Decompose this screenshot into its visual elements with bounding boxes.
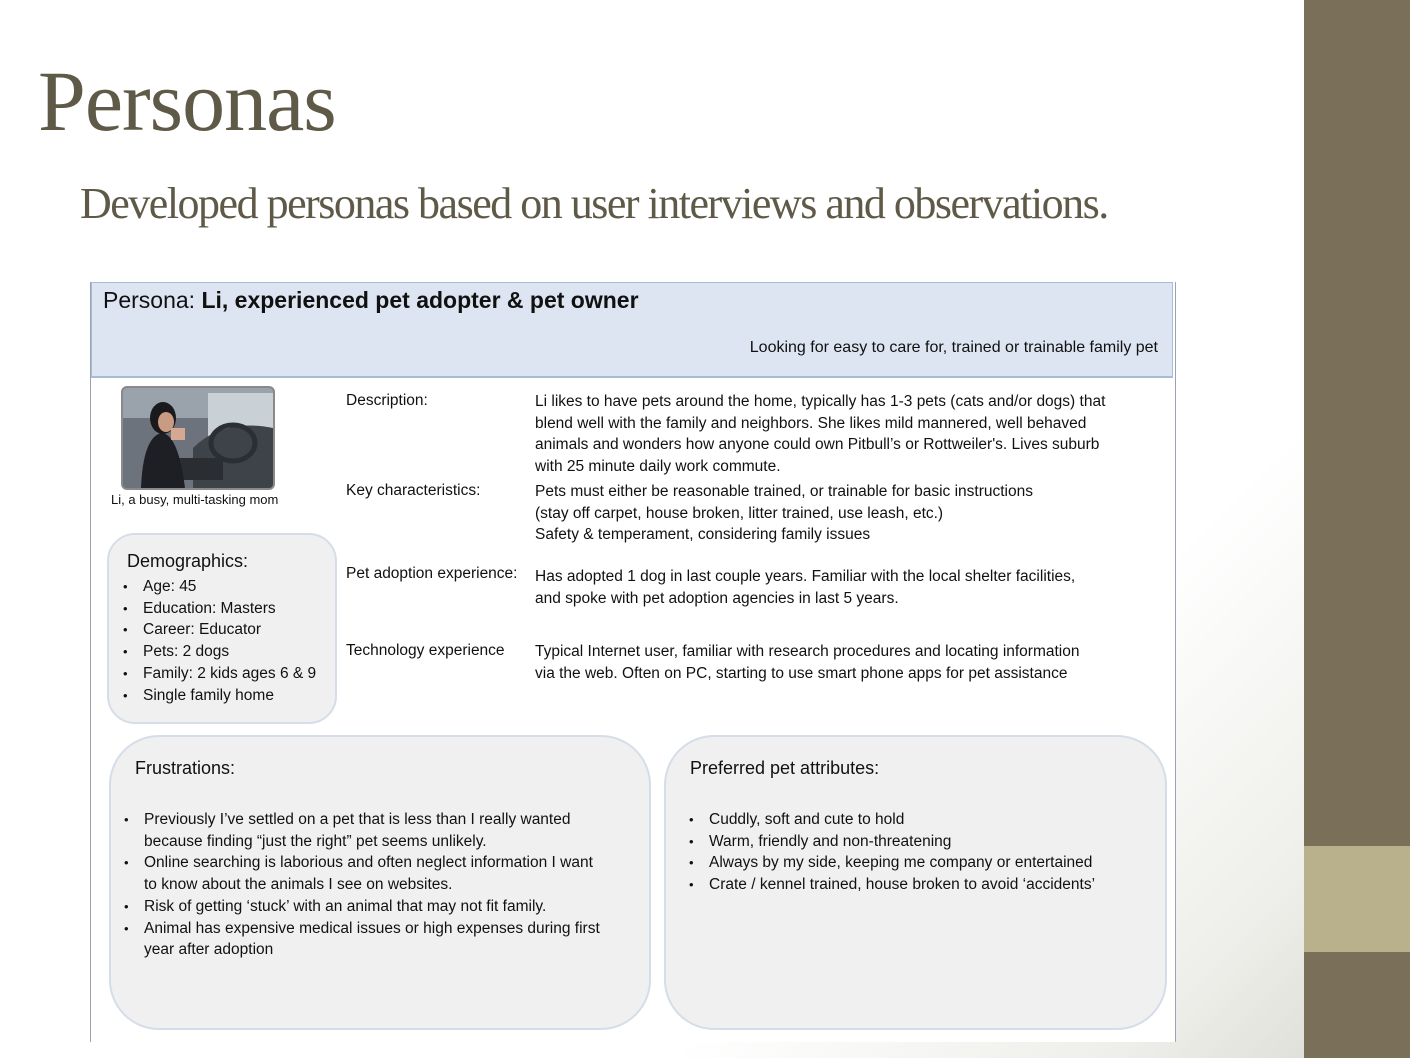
- list-item: • Career: Educator: [123, 619, 316, 641]
- preferred-attributes-box: [664, 735, 1167, 1030]
- list-item: • Education: Masters: [123, 598, 316, 620]
- frustrations-title: Frustrations:: [135, 758, 236, 778]
- list-item-continuation: because finding “just the right” pet seems unlikely.: [144, 832, 487, 850]
- preferred-attributes-title: Preferred pet attributes:: [690, 758, 880, 778]
- demographics-title: Demographics:: [127, 551, 249, 571]
- key-characteristics-text: [535, 481, 1155, 546]
- text-line: (stay off carpet, house broken, litter trained, use leash, etc.): [535, 504, 944, 522]
- text-line: Li likes to have pets around the home, typically has 1-3 pets (cats and/or dogs) that: [535, 393, 1106, 410]
- list-item: • Crate / kennel trained, house broken to avoid ‘accidents’: [689, 874, 1095, 896]
- list-item: • Warm, friendly and non-threatening: [689, 831, 1095, 853]
- description-text: [535, 391, 1155, 478]
- text-line: Safety & temperament, considering family issues: [535, 526, 871, 544]
- list-item: • Previously I’ve settled on a pet that is less than I really wanted: [124, 809, 600, 831]
- right-decorative-bar: [1304, 0, 1410, 1058]
- text-line: Typical Internet user, familiar with research procedures and locating information: [535, 643, 1080, 660]
- list-item: • Family: 2 kids ages 6 & 9: [123, 663, 316, 685]
- slide-subtitle: Developed personas based on user interviews and observations.: [80, 179, 1108, 228]
- technology-experience-text: [535, 641, 1155, 684]
- list-item: • Cuddly, soft and cute to hold: [689, 809, 1095, 831]
- list-item: • Animal has expensive medical issues or high expenses during first: [124, 918, 600, 940]
- right-bar-accent: [1304, 846, 1410, 952]
- list-item-continuation: to know about the animals I see on websites.: [144, 876, 453, 894]
- text-line: Has adopted 1 dog in last couple years. Familiar with the local shelter facilities,: [535, 568, 1076, 585]
- list-item: • Risk of getting ‘stuck’ with an animal that may not fit family.: [124, 896, 600, 918]
- list-item: • Online searching is laborious and often neglect information I want: [124, 852, 600, 874]
- list-item: • Single family home: [123, 685, 316, 707]
- photo-caption: Li, a busy, multi-tasking mom: [111, 492, 279, 507]
- demographics-box: [107, 533, 337, 724]
- list-item: • Age: 45: [123, 576, 316, 598]
- adoption-experience-label: Pet adoption experience:: [346, 565, 518, 582]
- persona-header: [91, 282, 1173, 378]
- text-line: animals and wonders how anyone could own Pitbull’s or Rottweiler's. Lives suburb: [535, 436, 1100, 454]
- persona-tagline: Looking for easy to care for, trained or trainable family pet: [749, 339, 1158, 356]
- text-line: with 25 minute daily work commute.: [535, 458, 781, 476]
- list-item-continuation: year after adoption: [144, 941, 274, 959]
- text-line: Pets must either be reasonable trained, or trainable for basic instructions: [535, 483, 1033, 500]
- frustrations-list: [124, 809, 600, 961]
- technology-experience-label: Technology experience: [346, 642, 505, 659]
- text-line: blend well with the family and neighbors. She likes mild mannered, well behaved: [535, 414, 1087, 432]
- text-line: via the web. Often on PC, starting to use smart phone apps for pet assistance: [535, 664, 1068, 682]
- persona-photo-image: [123, 388, 273, 488]
- preferred-attributes-list: [689, 809, 1095, 896]
- persona-name: Li, experienced pet adopter & pet owner: [201, 287, 639, 313]
- adoption-experience-text: [535, 566, 1155, 609]
- persona-title: [103, 287, 639, 314]
- list-item: • Always by my side, keeping me company or entertained: [689, 852, 1095, 874]
- list-item: • Pets: 2 dogs: [123, 641, 316, 663]
- persona-card: [90, 282, 1176, 1042]
- description-label: Description:: [346, 392, 428, 409]
- text-line: and spoke with pet adoption agencies in last 5 years.: [535, 589, 899, 607]
- persona-photo: [121, 386, 275, 490]
- persona-label: Persona:: [103, 287, 196, 313]
- frustrations-box: [109, 735, 651, 1030]
- demographics-list: [123, 576, 316, 706]
- key-characteristics-label: Key characteristics:: [346, 482, 481, 499]
- slide-title: Personas: [38, 53, 336, 149]
